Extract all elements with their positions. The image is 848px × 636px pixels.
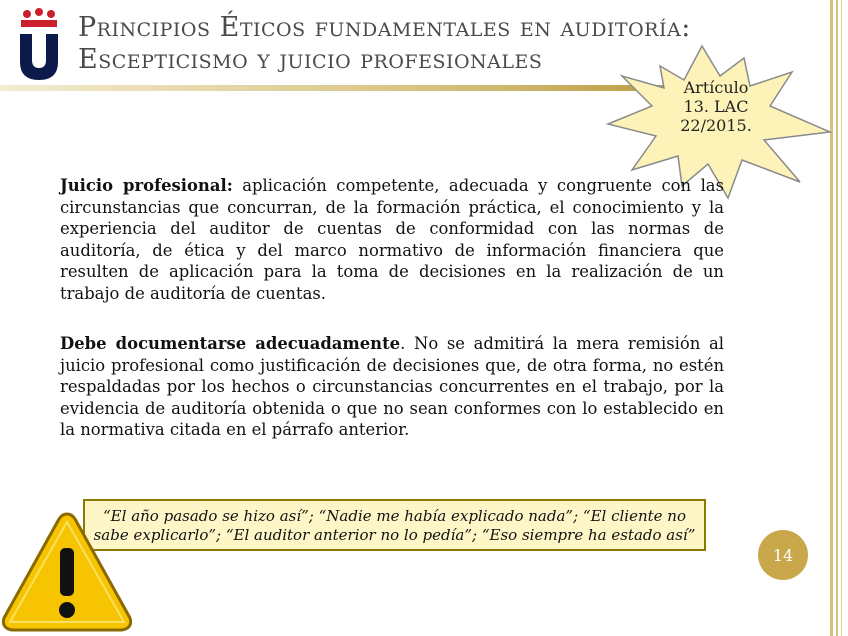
warning-icon: [0, 508, 134, 636]
title-line-1: Principios Éticos fundamentales en auditoría:: [78, 12, 691, 43]
article-callout-text: [664, 78, 768, 135]
paragraph-2-text: . No se admitirá la mera remisión al juicio profesional como justificación de decisiones que, de otra forma, no estén respaldadas por los hechos o circunstancias concurrentes en el trabajo, por la evidencia de auditoría obtenida o que no sean conformes con lo establecido en la normativa citada en el párrafo anterior.: [60, 334, 725, 440]
paragraph-juicio-profesional: [60, 175, 724, 305]
callout-line-1: Artículo: [683, 78, 749, 97]
callout-line-3: 22/2015.: [680, 116, 752, 135]
paragraph-1-text: aplicación competente, adecuada y congruente con las circunstancias que concurran, de la formación práctica, el conocimiento y la experiencia del auditor de cuentas de conformidad con las normas de auditoría, de ética y del marco normativo de información financiera que resulten de aplicación para la toma de decisiones en la realización de un trabajo de auditoría de cuentas.: [60, 176, 724, 303]
title-line-2: Escepticismo y juicio profesionales: [78, 44, 543, 75]
paragraph-documentacion: [60, 333, 724, 441]
paragraph-2-lead: Debe documentarse adecuadamente: [60, 334, 401, 353]
university-logo: [14, 8, 64, 80]
page-number-badge: 14: [758, 530, 808, 580]
title-underline: [0, 84, 700, 92]
callout-line-2: 13. LAC: [683, 97, 749, 116]
paragraph-1-lead: Juicio profesional:: [60, 176, 233, 195]
quote-box: “El año pasado se hizo así”; “Nadie me había explicado nada”; “El cliente no sabe explicarlo”; “El auditor anterior no lo pedía”; “Eso siempre ha estado así”: [83, 499, 706, 551]
